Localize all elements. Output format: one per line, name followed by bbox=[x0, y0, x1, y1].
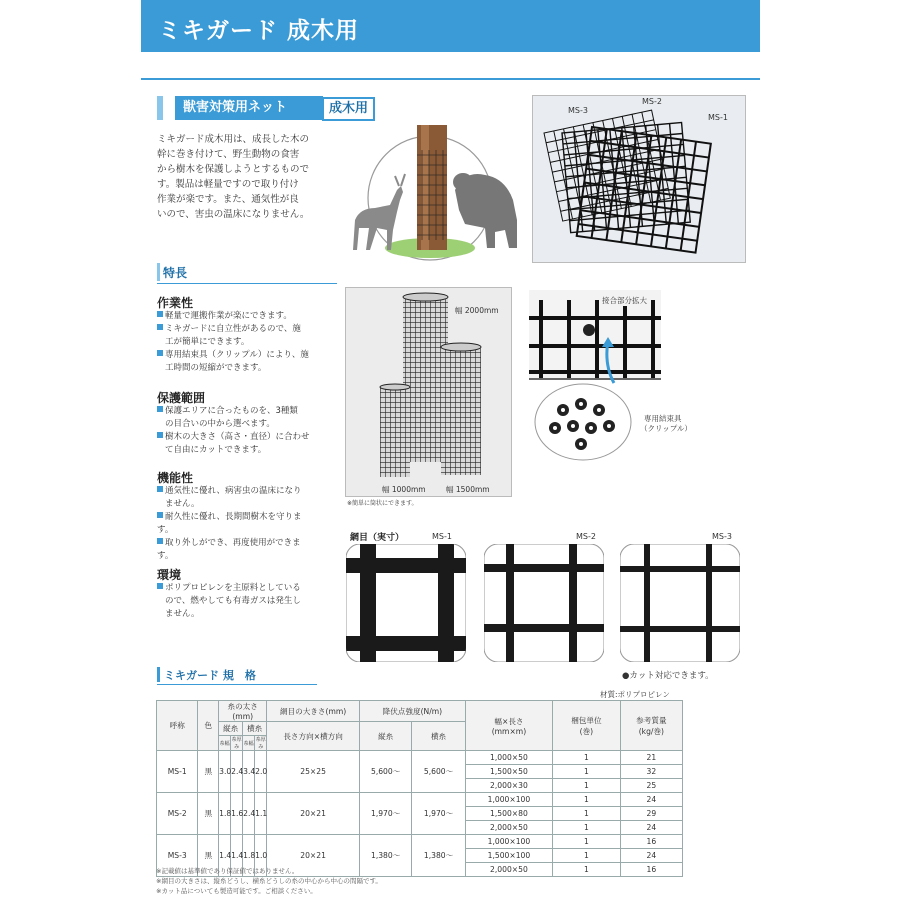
cell-size: 1,500×80 bbox=[465, 807, 552, 821]
spec-table bbox=[156, 700, 683, 877]
intro-line: ミキガード成木用は、成長した木の bbox=[157, 134, 310, 145]
cell-horz-thick: 1.1 bbox=[255, 793, 267, 835]
cell-weight: 29 bbox=[620, 807, 682, 821]
cell-weight: 21 bbox=[620, 751, 682, 765]
note-line: ※網目の大きさは、縦糸どうし、横糸どうしの糸の中心から中心の間隔です。 bbox=[156, 877, 382, 885]
spec-title: ミキガード 規 格 bbox=[164, 669, 256, 682]
mesh-label-ms3: MS-3 bbox=[712, 532, 732, 541]
th-mesh-dir: 長さ方向×横方向 bbox=[267, 722, 360, 751]
cell-mesh: 25×25 bbox=[267, 751, 360, 793]
cell-size: 1,500×50 bbox=[465, 765, 552, 779]
cylinder-label-1500: 幅 1500mm bbox=[446, 485, 490, 494]
joint-net-graphic bbox=[529, 300, 661, 378]
features-title: 特長 bbox=[163, 266, 188, 280]
bullet-text: の目合いの中から選べます。 bbox=[165, 419, 275, 429]
features-accent bbox=[157, 263, 160, 281]
th-pack bbox=[553, 701, 621, 751]
nets-photo-label-ms1: MS-1 bbox=[708, 113, 728, 122]
cell-yield-vert: 1,970～ bbox=[359, 793, 411, 835]
bullet-text: 取り外しができ、再度使用ができます。 bbox=[157, 538, 301, 561]
cell-horz-width: 3.4 bbox=[243, 751, 255, 793]
cell-size: 2,000×50 bbox=[465, 821, 552, 835]
th-size bbox=[465, 701, 552, 751]
bullet-text: ミキガードに自立性があるので、施 bbox=[165, 324, 301, 334]
feature-env-title: 環境 bbox=[157, 568, 182, 582]
intro-line: から樹木を保護しようとするもので bbox=[157, 164, 310, 175]
cylinders-graphic bbox=[345, 287, 510, 495]
features-rule bbox=[157, 283, 337, 284]
intro-paragraph bbox=[157, 132, 337, 222]
bullet-text: 専用結束具（クリップル）により、施 bbox=[165, 350, 309, 360]
section-net-tag: 成木用 bbox=[322, 97, 375, 121]
cell-yield-vert: 1,380～ bbox=[359, 835, 411, 877]
cylinder-label-2000: 幅 2000mm bbox=[455, 306, 499, 315]
clip-label-1: 専用結束具 bbox=[644, 414, 682, 423]
clip-label-2: （クリップル） bbox=[640, 424, 692, 433]
th-horz-width: 糸幅 bbox=[243, 736, 255, 751]
bullet-text: 通気性に優れ、病害虫の温床になり bbox=[165, 486, 302, 496]
mesh-label-ms2: MS-2 bbox=[576, 532, 596, 541]
cell-vert-thick: 1.6 bbox=[231, 793, 243, 835]
bullet-icon bbox=[157, 350, 163, 356]
bullet-icon bbox=[157, 538, 163, 544]
bullet-text: ません。 bbox=[165, 499, 200, 509]
pointer-arrow-icon bbox=[600, 335, 620, 385]
th-yield-horz: 横糸 bbox=[412, 722, 465, 751]
feature-range-list bbox=[157, 405, 315, 457]
nets-photo-label-ms3: MS-3 bbox=[568, 106, 588, 115]
nets-photo-label-ms2: MS-2 bbox=[642, 97, 662, 106]
bullet-text: 保護エリアに合ったものを、3種類 bbox=[165, 406, 298, 416]
feature-work-title: 作業性 bbox=[157, 296, 194, 310]
intro-line: 作業が楽です。また、通気性が良 bbox=[157, 194, 299, 205]
spec-notes bbox=[156, 866, 382, 896]
header-rule bbox=[141, 78, 760, 80]
bullet-text: 軽量で運搬作業が楽にできます。 bbox=[165, 311, 292, 321]
mesh-sample-ms3 bbox=[620, 544, 740, 662]
cell-pack: 1 bbox=[553, 793, 621, 807]
cell-vert-width: 3.0 bbox=[219, 751, 231, 793]
bullet-text: 工が簡単にできます。 bbox=[165, 337, 250, 347]
bullet-text: ので、燃やしても有毒ガスは発生し bbox=[165, 596, 301, 606]
bullet-text: ません。 bbox=[165, 609, 200, 619]
cell-horz-thick: 2.0 bbox=[255, 751, 267, 793]
mesh-sample-ms2 bbox=[484, 544, 604, 662]
cell-weight: 16 bbox=[620, 835, 682, 849]
cell-color: 黒 bbox=[198, 835, 219, 877]
table-row bbox=[157, 793, 683, 807]
feature-env-list bbox=[157, 582, 315, 621]
th-yield-vert: 縦糸 bbox=[359, 722, 411, 751]
cell-pack: 1 bbox=[553, 779, 621, 793]
cell-vert-thick: 1.4 bbox=[231, 835, 243, 877]
spec-rule bbox=[157, 684, 317, 685]
cell-pack: 1 bbox=[553, 821, 621, 835]
cell-size: 1,000×100 bbox=[465, 793, 552, 807]
intro-line: いので、害虫の温床になりません。 bbox=[157, 209, 310, 220]
th-size-label: 幅×長さ bbox=[494, 716, 524, 726]
bullet-text: て自由にカットできます。 bbox=[165, 445, 267, 455]
cell-weight: 24 bbox=[620, 821, 682, 835]
cell-horz-thick: 1.0 bbox=[255, 835, 267, 877]
th-horz: 横糸 bbox=[243, 722, 267, 736]
bullet-icon bbox=[157, 583, 163, 589]
bullet-icon bbox=[157, 432, 163, 438]
spec-material: 材質:ポリプロピレン bbox=[600, 690, 670, 699]
cell-yield-vert: 5,600～ bbox=[359, 751, 411, 793]
bullet-icon bbox=[157, 406, 163, 412]
cell-pack: 1 bbox=[553, 835, 621, 849]
cell-weight: 32 bbox=[620, 765, 682, 779]
mesh-cut-note: ●カット対応できます。 bbox=[622, 671, 714, 681]
table-row bbox=[157, 751, 683, 765]
note-line: ※カット品についても製造可能です。ご相談ください。 bbox=[156, 887, 317, 895]
cell-name: MS-3 bbox=[157, 835, 198, 877]
tree-animals-illustration bbox=[345, 120, 525, 265]
cell-yield-horz: 1,970～ bbox=[412, 793, 465, 835]
th-vert-width: 糸幅 bbox=[219, 736, 231, 751]
feature-func-title: 機能性 bbox=[157, 471, 194, 485]
cell-size: 2,000×50 bbox=[465, 863, 552, 877]
cylinder-label-1000: 幅 1000mm bbox=[382, 485, 426, 494]
cell-horz-width: 1.8 bbox=[243, 835, 255, 877]
bullet-icon bbox=[157, 512, 163, 518]
page-title: ミキガード 成木用 bbox=[158, 18, 360, 44]
cell-color: 黒 bbox=[198, 793, 219, 835]
table-row bbox=[157, 835, 683, 849]
bullet-icon bbox=[157, 324, 163, 330]
cell-pack: 1 bbox=[553, 849, 621, 863]
th-thread: 糸の太さ(mm) bbox=[219, 701, 267, 722]
bullet-icon bbox=[157, 486, 163, 492]
cell-name: MS-1 bbox=[157, 751, 198, 793]
cell-pack: 1 bbox=[553, 751, 621, 765]
bullet-text: 樹木の大きさ（高さ・直径）に合わせ bbox=[165, 432, 310, 442]
cell-weight: 24 bbox=[620, 849, 682, 863]
bullet-icon bbox=[157, 311, 163, 317]
mesh-sample-ms1 bbox=[346, 544, 466, 662]
th-pack-unit: (巻) bbox=[579, 726, 594, 736]
th-pack-label: 梱包単位 bbox=[571, 715, 602, 725]
th-horz-thick: 糸厚み bbox=[255, 737, 266, 750]
cell-size: 2,000×30 bbox=[465, 779, 552, 793]
feature-range-title: 保護範囲 bbox=[157, 391, 206, 405]
feature-work-list bbox=[157, 310, 315, 375]
mesh-label-ms1: MS-1 bbox=[432, 532, 452, 541]
th-size-unit: (mm×m) bbox=[491, 726, 527, 736]
th-mesh: 網目の大きさ(mm) bbox=[267, 701, 360, 722]
joint-photo-title: 接合部分拡大 bbox=[602, 296, 647, 305]
cell-mesh: 20×21 bbox=[267, 793, 360, 835]
cell-pack: 1 bbox=[553, 863, 621, 877]
cell-name: MS-2 bbox=[157, 793, 198, 835]
cell-vert-width: 1.4 bbox=[219, 835, 231, 877]
mesh-title: 網目（実寸） bbox=[350, 533, 405, 543]
cell-weight: 24 bbox=[620, 793, 682, 807]
cell-size: 1,500×100 bbox=[465, 849, 552, 863]
cell-pack: 1 bbox=[553, 807, 621, 821]
cylinder-caption: ※簡単に筒状にできます。 bbox=[347, 500, 418, 507]
th-yield: 降伏点強度(N/m) bbox=[359, 701, 465, 722]
intro-line: 幹に巻き付けて、野生動物の食害 bbox=[157, 149, 300, 160]
th-vert: 縦糸 bbox=[219, 722, 243, 736]
section-accent bbox=[157, 96, 163, 120]
intro-line: す。製品は軽量ですので取り付け bbox=[157, 179, 299, 190]
th-name: 呼称 bbox=[157, 701, 198, 751]
cell-size: 1,000×50 bbox=[465, 751, 552, 765]
th-weight-unit: (kg/巻) bbox=[638, 726, 664, 736]
cell-horz-width: 2.4 bbox=[243, 793, 255, 835]
cell-color: 黒 bbox=[198, 751, 219, 793]
cell-yield-horz: 1,380～ bbox=[412, 835, 465, 877]
cell-size: 1,000×100 bbox=[465, 835, 552, 849]
cell-mesh: 20×21 bbox=[267, 835, 360, 877]
th-vert-thick: 糸厚み bbox=[231, 737, 242, 750]
clips-graphic bbox=[533, 382, 633, 462]
bullet-text: ポリプロピレンを主原料としている bbox=[165, 583, 301, 593]
spec-accent bbox=[157, 667, 160, 682]
cell-vert-thick: 2.4 bbox=[231, 751, 243, 793]
bullet-text: 耐久性に優れ、長期間樹木を守ります。 bbox=[157, 512, 302, 535]
cell-yield-horz: 5,600～ bbox=[412, 751, 465, 793]
th-weight-label: 参考質量 bbox=[636, 715, 667, 725]
feature-func-list bbox=[157, 485, 315, 563]
th-color: 色 bbox=[198, 701, 219, 751]
cell-weight: 25 bbox=[620, 779, 682, 793]
bullet-text: 工時間の短縮ができます。 bbox=[165, 363, 267, 373]
cell-weight: 16 bbox=[620, 863, 682, 877]
cell-vert-width: 1.8 bbox=[219, 793, 231, 835]
note-line: ※記載値は基準値であり保証値ではありません。 bbox=[156, 867, 299, 875]
cell-pack: 1 bbox=[553, 765, 621, 779]
section-net-title: 獣害対策用ネット bbox=[175, 96, 323, 120]
th-weight bbox=[620, 701, 682, 751]
